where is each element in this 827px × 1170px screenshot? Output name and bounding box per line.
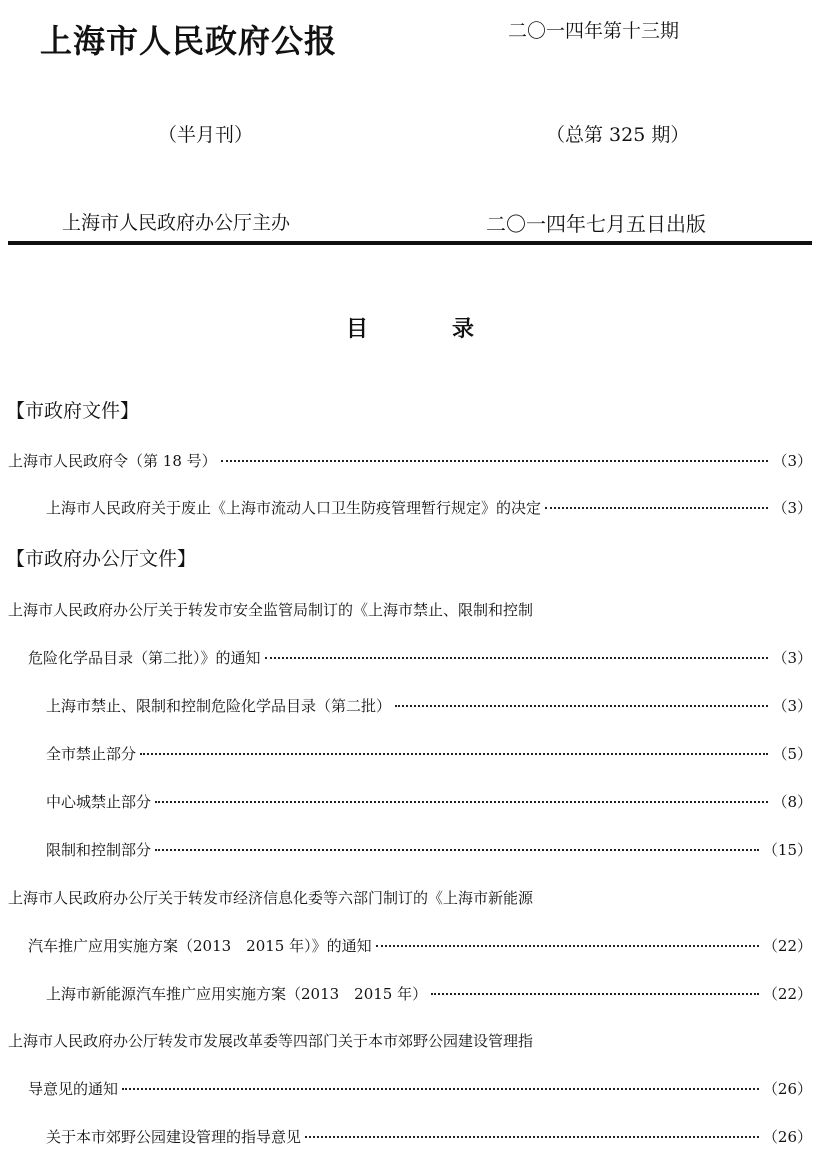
dot-leader <box>221 460 769 462</box>
toc-entry[interactable] <box>0 497 812 518</box>
toc-entry-page: （22） <box>762 937 812 955</box>
section-heading: 【市政府文件】 <box>6 400 140 422</box>
toc-entry-page: （3） <box>772 499 812 517</box>
toc-entry[interactable] <box>0 839 812 860</box>
toc-entry-page: （15） <box>762 841 812 859</box>
sponsor: 上海市人民政府办公厅主办 <box>62 212 291 234</box>
toc-entry[interactable] <box>0 743 812 764</box>
toc-entry-title: 限制和控制部分 <box>46 841 152 859</box>
toc-entry-title: 上海市人民政府关于废止《上海市流动人口卫生防疫管理暂行规定》的决定 <box>46 499 542 517</box>
dot-leader <box>376 945 759 947</box>
toc-entry[interactable] <box>0 1126 812 1147</box>
dot-leader <box>155 801 768 803</box>
toc-entry-title: 上海市人民政府办公厅关于转发市安全监管局制订的《上海市禁止、限制和控制 <box>8 601 534 619</box>
dot-leader <box>545 507 768 509</box>
toc-entry-page: （5） <box>772 745 812 763</box>
toc-entry-title: 导意见的通知 <box>28 1080 119 1098</box>
toc-entry[interactable] <box>0 695 812 716</box>
toc-entry[interactable] <box>0 450 812 471</box>
toc-entry-page: （3） <box>772 649 812 667</box>
toc-entry-title: 上海市人民政府办公厅转发市发展改革委等四部门关于本市郊野公园建设管理指 <box>8 1032 534 1050</box>
toc-entry-title: 关于本市郊野公园建设管理的指导意见 <box>46 1128 302 1146</box>
gazette-title: 上海市人民政府公报 <box>40 22 338 60</box>
toc-entry-title: 汽车推广应用实施方案（2013 2015 年）》的通知 <box>28 937 372 955</box>
dot-leader <box>155 849 759 851</box>
toc-entry-title: 全市禁止部分 <box>46 745 137 763</box>
dot-leader <box>431 993 759 995</box>
toc-entry[interactable] <box>0 1030 812 1051</box>
section-heading: 【市政府办公厅文件】 <box>6 548 197 570</box>
toc-entry-title: 上海市新能源汽车推广应用实施方案（2013 2015 年） <box>46 985 428 1003</box>
publication-date: 二〇一四年七月五日出版 <box>486 212 706 236</box>
toc-entry-page: （22） <box>762 985 812 1003</box>
toc-entry-title: 中心城禁止部分 <box>46 793 152 811</box>
toc-title: 目录 <box>346 317 559 342</box>
toc-entry-page: （26） <box>762 1080 812 1098</box>
dot-leader <box>305 1136 759 1138</box>
issue-number: 二〇一四年第十三期 <box>508 20 680 42</box>
toc-entry-page: （3） <box>772 452 812 470</box>
toc-entry[interactable] <box>0 887 812 908</box>
toc-entry[interactable] <box>0 983 812 1004</box>
toc-entry-title: 上海市禁止、限制和控制危险化学品目录（第二批） <box>46 697 392 715</box>
toc-entry-page: （8） <box>772 793 812 811</box>
toc-entry-title: 上海市人民政府办公厅关于转发市经济信息化委等六部门制订的《上海市新能源 <box>8 889 534 907</box>
dot-leader <box>265 657 769 659</box>
header-divider <box>8 241 812 245</box>
toc-entry-title: 上海市人民政府令（第 18 号） <box>8 452 217 470</box>
toc-entry[interactable] <box>0 935 812 956</box>
dot-leader <box>122 1088 759 1090</box>
toc-entry-page: （3） <box>772 697 812 715</box>
publication-frequency: （半月刊） <box>158 124 254 146</box>
toc-entry[interactable] <box>0 1078 812 1099</box>
toc-entry[interactable] <box>0 791 812 812</box>
total-issue-number: （总第 325 期） <box>546 124 690 146</box>
toc-entry[interactable] <box>0 647 812 668</box>
toc-entry-title: 危险化学品目录（第二批）》的通知 <box>28 649 261 667</box>
dot-leader <box>395 705 768 707</box>
dot-leader <box>140 753 768 755</box>
toc-entry-page: （26） <box>762 1128 812 1146</box>
toc-entry[interactable] <box>0 599 812 620</box>
